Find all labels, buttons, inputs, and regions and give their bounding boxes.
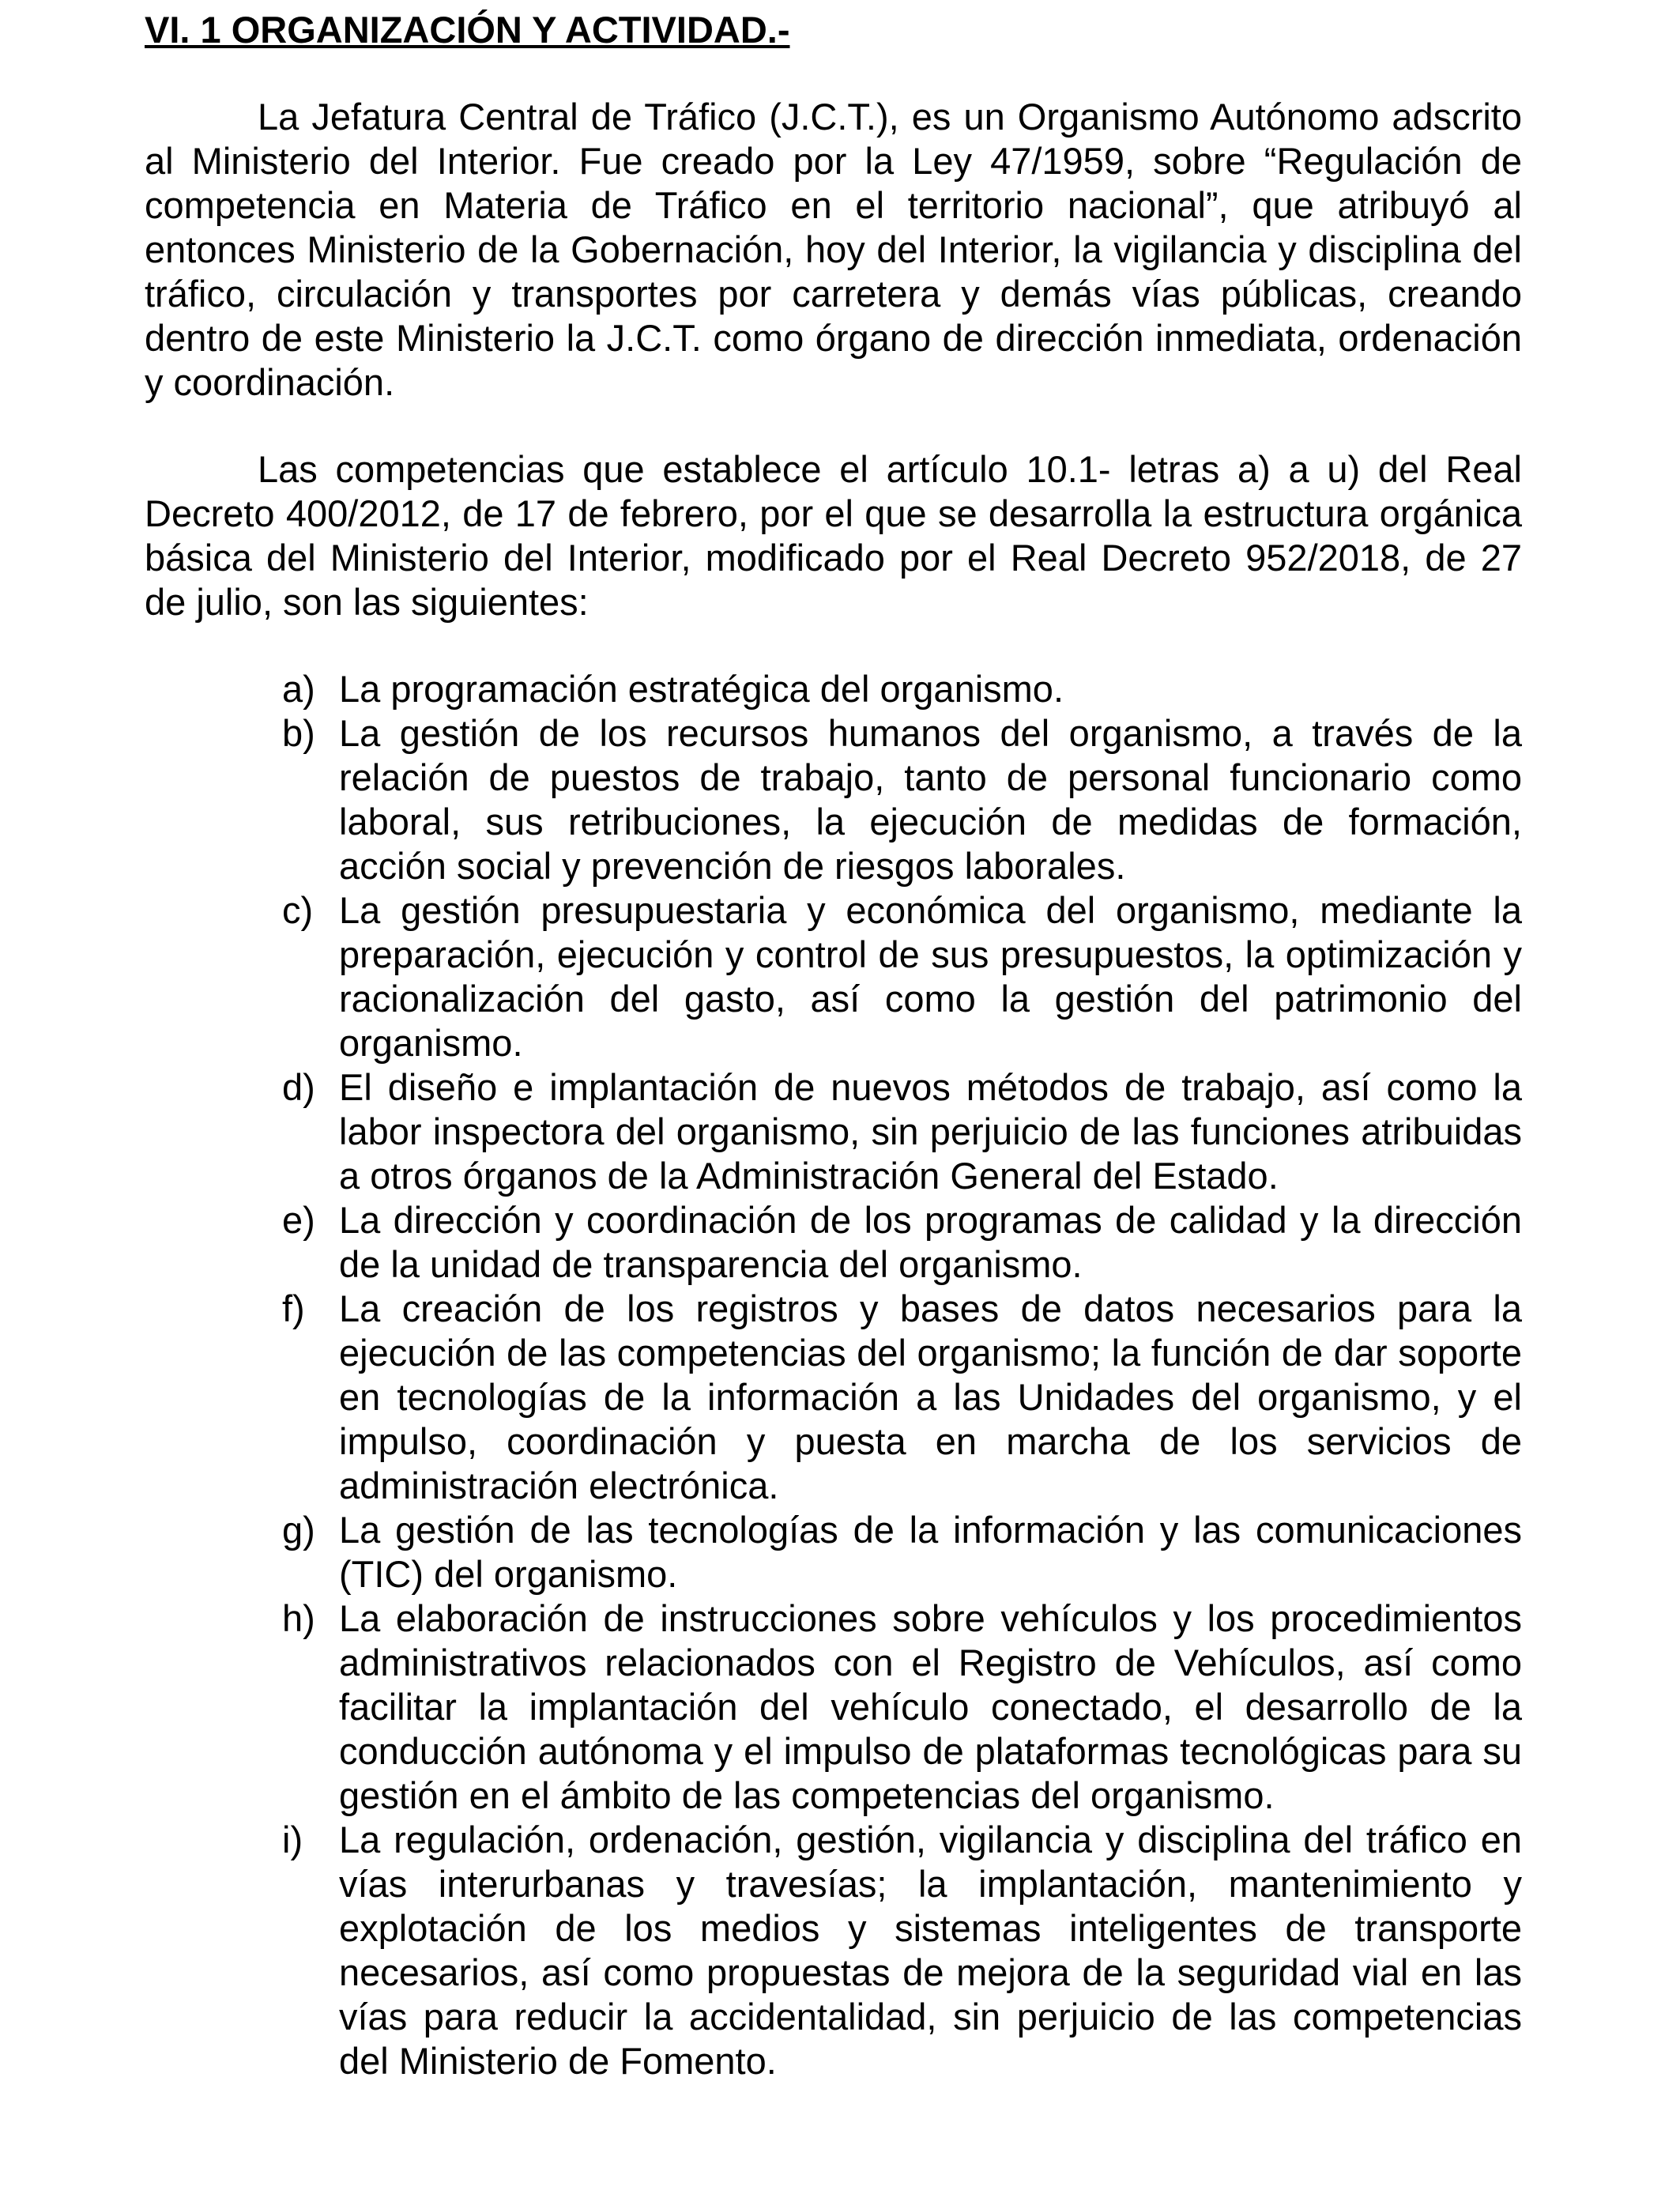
list-item (282, 1287, 1522, 1508)
list-item-marker: d) (282, 1066, 315, 1108)
list-item-marker: h) (282, 1597, 315, 1639)
intro-paragraph: La Jefatura Central de Tráfico (J.C.T.), es un Organismo Autónomo adscrito al Ministerio del Interior. Fue creado por la Ley 47/1959, sobre “Regulación de competencia en Materia de Tráfico en el territorio nacional”, que atribuyó al entonces Ministerio de la Gobernación, hoy del Interior, la vigilancia y disciplina del tráfico, circulación y transportes por carretera y demás vías públicas, creando dentro de este Ministerio la J.C.T. como órgano de dirección inmediata, ordenación y coordinación. (145, 96, 1522, 403)
list-item-text: La gestión de las tecnologías de la información y las comunicaciones (TIC) del organismo. (339, 1509, 1522, 1595)
list-item (282, 1065, 1522, 1198)
list-item-marker: a) (282, 668, 315, 710)
list-item-text: El diseño e implantación de nuevos métodos de trabajo, así como la labor inspectora del organismo, sin perjuicio de las funciones atribuidas a otros órganos de la Administración General del Estado. (339, 1066, 1522, 1197)
list-item (282, 1508, 1522, 1596)
list-item-text: La gestión de los recursos humanos del organismo, a través de la relación de puestos de trabajo, tanto de personal funcionario como laboral, sus retribuciones, la ejecución de medidas de formación, acción social y prevención de riesgos laborales. (339, 712, 1522, 887)
list-item (282, 888, 1522, 1065)
list-item (282, 1198, 1522, 1287)
list-item-marker: e) (282, 1199, 315, 1241)
list-item-marker: b) (282, 712, 315, 754)
competencias-paragraph: Las competencias que establece el artículo 10.1- letras a) a u) del Real Decreto 400/2012, de 17 de febrero, por el que se desarrolla la estructura orgánica básica del Ministerio del Interior, modificado por el Real Decreto 952/2018, de 27 de julio, son las siguientes: (145, 448, 1522, 623)
list-item-text: La elaboración de instrucciones sobre vehículos y los procedimientos administrativos relacionados con el Registro de Vehículos, así como facilitar la implantación del vehículo conectado, el desarrollo de la conducción autónoma y el impulso de plataformas tecnológicas para su gestión en el ámbito de las competencias del organismo. (339, 1597, 1522, 1816)
list-item (282, 667, 1522, 711)
list-item (282, 1596, 1522, 1818)
list-item-marker: f) (282, 1287, 305, 1329)
section-heading: VI. 1 ORGANIZACIÓN Y ACTIVIDAD.- (145, 9, 790, 51)
competencias-list (145, 667, 1522, 2083)
list-item-text: La creación de los registros y bases de datos necesarios para la ejecución de las competencias del organismo; la función de dar soporte en tecnologías de la información a las Unidades del organismo, y el impulso, coordinación y puesta en marcha de los servicios de administración electrónica. (339, 1287, 1522, 1506)
list-item-marker: c) (282, 889, 314, 931)
list-item-text: La gestión presupuestaria y económica del organismo, mediante la preparación, ejecución y control de sus presupuestos, la optimización y racionalización del gasto, así como la gestión del patrimonio del organismo. (339, 889, 1522, 1064)
list-item-marker: g) (282, 1509, 315, 1551)
list-item (282, 1818, 1522, 2083)
list-item-text: La dirección y coordinación de los programas de calidad y la dirección de la unidad de transparencia del organismo. (339, 1199, 1522, 1285)
list-item-marker: i) (282, 1819, 303, 1860)
list-item-text: La programación estratégica del organismo. (339, 668, 1064, 710)
list-item (282, 711, 1522, 888)
list-item-text: La regulación, ordenación, gestión, vigilancia y disciplina del tráfico en vías interurbanas y travesías; la implantación, mantenimiento y explotación de los medios y sistemas inteligentes de transporte necesarios, así como propuestas de mejora de la seguridad vial en las vías para reducir la accidentalidad, sin perjuicio de las competencias del Ministerio de Fomento. (339, 1819, 1522, 2082)
